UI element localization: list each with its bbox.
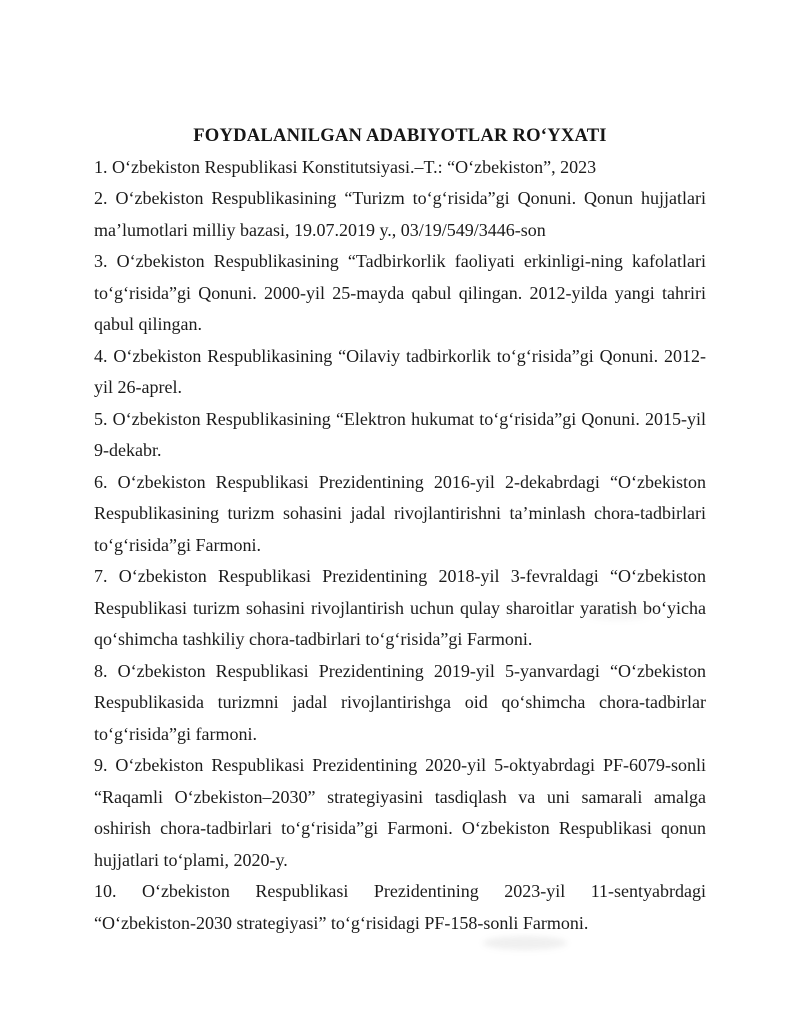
reference-item-9 [94, 750, 706, 876]
reference-item-5 [94, 404, 706, 467]
reference-line: 10. O‘zbekiston Respublikasi Prezidentining 2023-yil 11-sentyabrdagi [94, 881, 706, 901]
reference-line: 7. O‘zbekiston Respublikasi Prezidentining 2018-yil 3-fevraldagi “O‘zbekiston [94, 566, 706, 586]
reference-line: yil 26-aprel. [94, 377, 182, 397]
references-section [94, 120, 706, 939]
reference-item-3 [94, 246, 706, 341]
reference-line: qo‘shimcha tashkiliy chora-tadbirlari to‘g‘risida”gi Farmoni. [94, 629, 533, 649]
reference-line: 8. O‘zbekiston Respublikasi Prezidentining 2019-yil 5-yanvardagi “O‘zbekiston [94, 660, 706, 681]
reference-line: 6. O‘zbekiston Respublikasi Prezidentining 2016-yil 2-dekabrdagi “O‘zbekiston [94, 471, 706, 492]
reference-line: to‘g‘risida”gi Qonuni. 2000-yil 25-mayda qabul qilingan. 2012-yilda yangi tahriri [94, 282, 706, 303]
reference-line: 5. O‘zbekiston Respublikasining “Elektron hukumat to‘g‘risida”gi Qonuni. 2015-yil [94, 408, 706, 429]
reference-line: Respublikasining turizm sohasini jadal rivojlantirishni ta’minlash chora-tadbirlari [94, 503, 706, 523]
reference-line: 3. O‘zbekiston Respublikasining “Tadbirkorlik faoliyati erkinligi-ning kafolatlari [94, 251, 706, 271]
reference-line: “O‘zbekiston-2030 strategiyasi” to‘g‘risidagi PF-158-sonli Farmoni. [94, 912, 589, 933]
reference-line: 9. O‘zbekiston Respublikasi Prezidentining 2020-yil 5-oktyabrdagi PF-6079-sonli [94, 755, 706, 775]
reference-line: 2. O‘zbekiston Respublikasining “Turizm to‘g‘risida”gi Qonuni. Qonun hujjatlari [94, 188, 706, 208]
reference-line: to‘g‘risida”gi Farmoni. [94, 534, 261, 555]
reference-line: ma’lumotlari milliy bazasi, 19.07.2019 y., 03/19/549/3446-son [94, 219, 546, 240]
reference-item-2 [94, 183, 706, 246]
reference-line: oshirish chora-tadbirlari to‘g‘risida”gi Farmoni. O‘zbekiston Respublikasi qonun [94, 818, 706, 838]
reference-item-6 [94, 467, 706, 562]
reference-line: 1. O‘zbekiston Respublikasi Konstitutsiyasi.–T.: “O‘zbekiston”, 2023 [94, 156, 597, 177]
reference-item-1 [94, 152, 706, 184]
reference-line: to‘g‘risida”gi farmoni. [94, 723, 257, 744]
reference-line: 9-dekabr. [94, 440, 162, 460]
reference-line: “Raqamli O‘zbekiston–2030” strategiyasini tasdiqlash va uni samarali amalga [94, 786, 706, 807]
page-title: FOYDALANILGAN ADABIYOTLAR RO‘YXATI [193, 125, 607, 146]
reference-item-4 [94, 341, 706, 404]
reference-line: qabul qilingan. [94, 314, 202, 334]
reference-item-10 [94, 876, 706, 939]
reference-line: hujjatlari to‘plami, 2020-y. [94, 849, 288, 870]
reference-item-7 [94, 561, 706, 656]
reference-line: Respublikasida turizmni jadal rivojlantirishga oid qo‘shimcha chora-tadbirlar [94, 692, 706, 712]
reference-line: Respublikasi turizm sohasini rivojlantirish uchun qulay sharoitlar yaratish bo‘yicha [94, 597, 706, 618]
reference-item-8 [94, 656, 706, 751]
reference-line: 4. O‘zbekiston Respublikasining “Oilaviy tadbirkorlik to‘g‘risida”gi Qonuni. 2012- [94, 345, 706, 366]
